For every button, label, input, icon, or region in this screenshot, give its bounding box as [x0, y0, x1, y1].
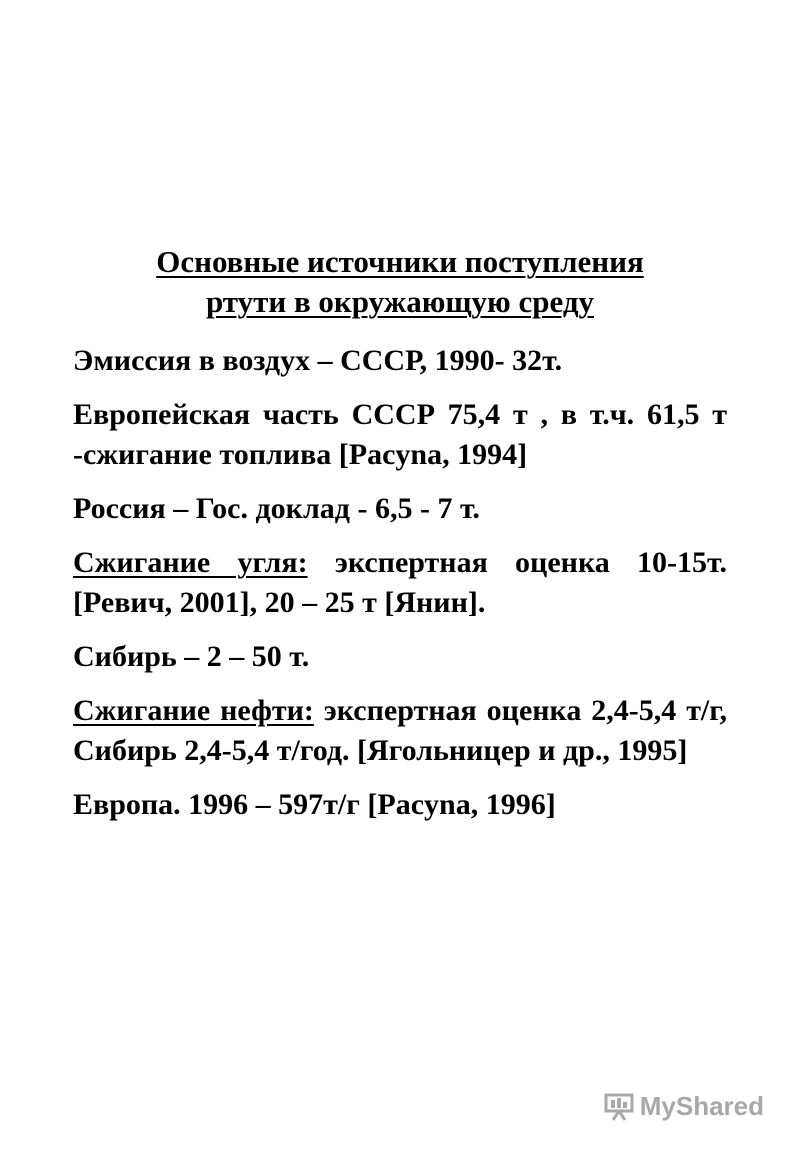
- slide-title: [0, 242, 800, 322]
- slide-body: [73, 341, 727, 839]
- coal-burning-heading: Сжигание угля:: [73, 546, 308, 579]
- slide-title-line-2: ртути в окружающую среду: [205, 284, 595, 319]
- paragraph-siberia: Сибирь – 2 – 50 т.: [73, 640, 310, 673]
- paragraph-coal-burning: [73, 543, 727, 623]
- paragraph-russia-report: Россия – Гос. доклад - 6,5 - 7 т.: [73, 492, 480, 525]
- presentation-board-icon: [604, 1093, 634, 1121]
- coal-burning-text: экспертная оценка 10-15т.[Ревич, 2001], 20 – 25 т [Янин].: [73, 546, 727, 619]
- watermark-text: MyShared: [639, 1091, 764, 1121]
- paragraph-european-ussr: Европейская часть СССР 75,4 т , в т.ч. 61,5 т -сжигание топлива [Pacyna, 1994]: [73, 398, 727, 471]
- oil-burning-heading: Сжигание нефти:: [73, 694, 314, 727]
- paragraph-oil-burning: [73, 691, 727, 771]
- paragraph-europe-1996: Европа. 1996 – 597т/г [Pacyna, 1996]: [73, 788, 556, 821]
- oil-burning-text: экспертная оценка 2,4-5,4 т/г, Сибирь 2,4-5,4 т/год. [Ягольницер и др., 1995]: [73, 694, 728, 767]
- slide-title-line-1: Основные источники поступления: [156, 244, 644, 279]
- myshared-watermark: [604, 1091, 764, 1122]
- paragraph-air-emission: Эмиссия в воздух – СССР, 1990- 32т.: [73, 344, 563, 377]
